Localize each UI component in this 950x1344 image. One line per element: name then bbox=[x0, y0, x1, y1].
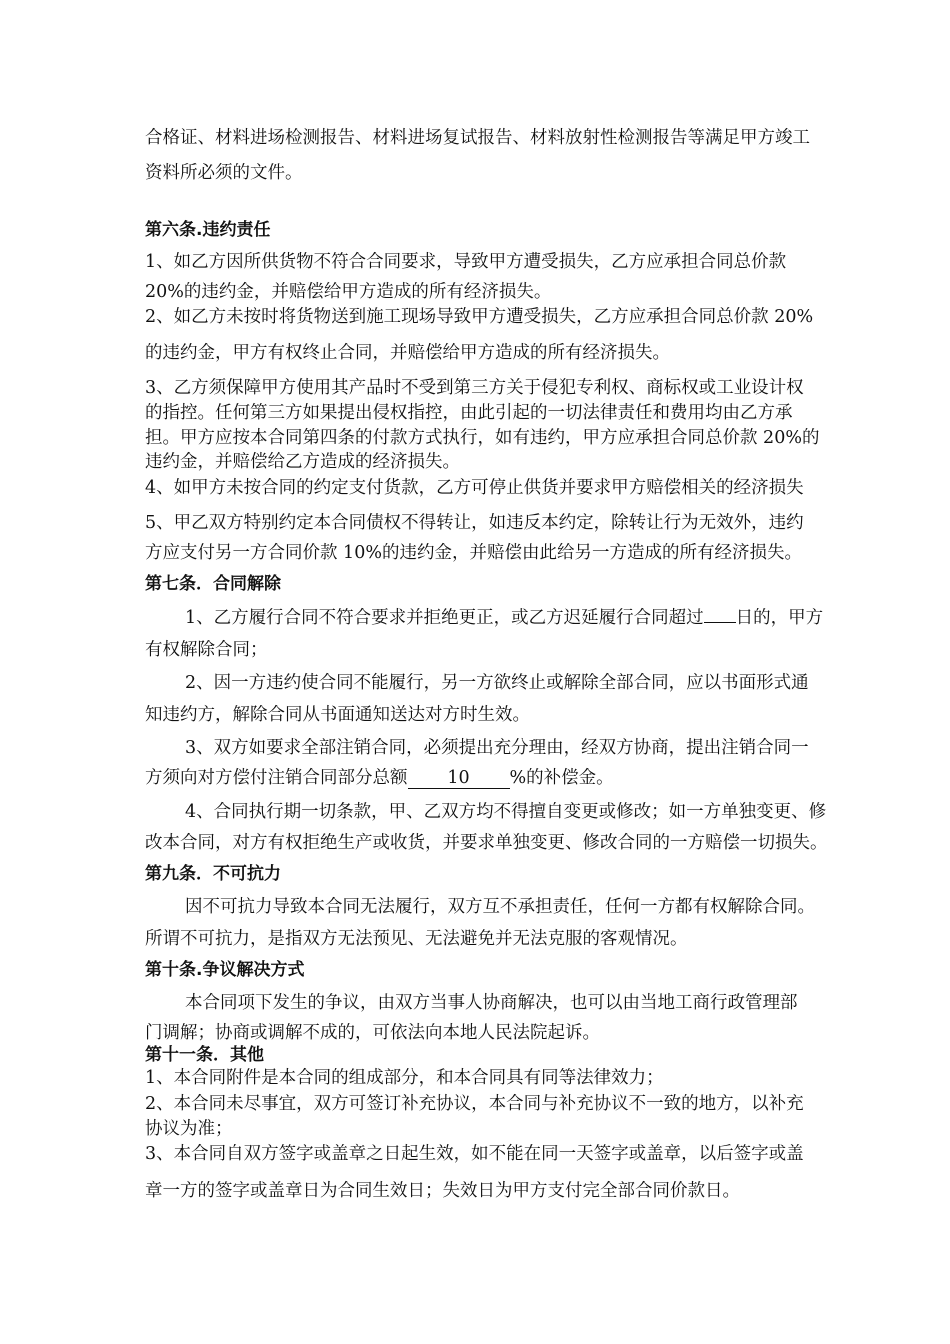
s7-clause-3-text-end: %的补偿金。 bbox=[509, 768, 614, 788]
s11-clause-3-line-1: 3、本合同自双方签字或盖章之日起生效，如不能在同一天签字或盖章，以后签字或盖 bbox=[145, 1144, 804, 1164]
section-11-heading: 第十一条．其他 bbox=[145, 1045, 264, 1065]
s6-clause-1-line-2: 20%的违约金，并赔偿给甲方造成的所有经济损失。 bbox=[145, 282, 552, 302]
s6-clause-3-line-4: 违约金，并赔偿给乙方造成的经济损失。 bbox=[145, 452, 460, 472]
s7-clause-2-line-2: 知违约方，解除合同从书面通知送达对方时生效。 bbox=[145, 705, 530, 725]
s6-clause-4: 4、如甲方未按合同的约定支付货款，乙方可停止供货并要求甲方赔偿相关的经济损失 bbox=[145, 478, 804, 498]
s11-clause-3-line-2: 章一方的签字或盖章日为合同生效日；失效日为甲方支付完全部合同价款日。 bbox=[145, 1181, 740, 1201]
s6-clause-2-line-2: 的违约金，甲方有权终止合同，并赔偿给甲方造成的所有经济损失。 bbox=[145, 343, 670, 363]
s6-clause-3-line-2: 的指控。任何第三方如果提出侵权指控，由此引起的一切法律责任和费用均由乙方承 bbox=[145, 403, 793, 423]
s7-clause-4-line-2: 改本合同，对方有权拒绝生产或收货，并要求单独变更、修改合同的一方赔偿一切损失。 bbox=[145, 833, 828, 853]
s11-clause-2-line-2: 协议为准； bbox=[145, 1119, 233, 1139]
intro-line-1: 合格证、材料进场检测报告、材料进场复试报告、材料放射性检测报告等满足甲方竣工 bbox=[145, 128, 810, 148]
s6-clause-5-line-2: 方应支付另一方合同价款 10%的违约金，并赔偿由此给另一方造成的所有经济损失。 bbox=[145, 543, 802, 563]
s10-paragraph-line-2: 门调解；协商或调解不成的，可依法向本地人民法院起诉。 bbox=[145, 1023, 600, 1043]
s10-paragraph-line-1: 本合同项下发生的争议，由双方当事人协商解决，也可以由当地工商行政管理部 bbox=[185, 993, 798, 1013]
s7-clause-3-line-1: 3、双方如要求全部注销合同，必须提出充分理由，经双方协商，提出注销合同一 bbox=[185, 738, 809, 758]
s7-clause-3-text: 方须向对方偿付注销合同部分总额 bbox=[145, 768, 408, 788]
s7-clause-2-line-1: 2、因一方违约使合同不能履行，另一方欲终止或解除全部合同，应以书面形式通 bbox=[185, 673, 809, 693]
s7-clause-4-line-1: 4、合同执行期一切条款，甲、乙双方均不得擅自变更或修改；如一方单独变更、修 bbox=[185, 802, 827, 822]
s6-clause-3-line-3: 担。甲方应按本合同第四条的付款方式执行，如有违约，甲方应承担合同总价款 20%的 bbox=[145, 428, 820, 448]
section-10-heading: 第十条.争议解决方式 bbox=[145, 960, 305, 980]
s9-paragraph-line-2: 所谓不可抗力，是指双方无法预见、无法避免并无法克服的客观情况。 bbox=[145, 929, 688, 949]
s7-clause-1-line-2: 有权解除合同； bbox=[145, 640, 268, 660]
s7-clause-3-line-2 bbox=[145, 766, 850, 790]
s6-clause-3-line-1: 3、乙方须保障甲方使用其产品时不受到第三方关于侵犯专利权、商标权或工业设计权 bbox=[145, 378, 804, 398]
section-7-heading: 第七条．合同解除 bbox=[145, 574, 281, 594]
s6-clause-5-line-1: 5、甲乙双方特别约定本合同债权不得转让，如违反本约定，除转让行为无效外，违约 bbox=[145, 513, 804, 533]
section-9-heading: 第九条．不可抗力 bbox=[145, 864, 281, 884]
s9-paragraph-line-1: 因不可抗力导致本合同无法履行，双方互不承担责任，任何一方都有权解除合同。 bbox=[185, 897, 815, 917]
s7-clause-1-text: 1、乙方履行合同不符合要求并拒绝更正，或乙方迟延履行合同超过 bbox=[185, 608, 704, 628]
s11-clause-1: 1、本合同附件是本合同的组成部分，和本合同具有同等法律效力； bbox=[145, 1068, 664, 1088]
s6-clause-2-line-1: 2、如乙方未按时将货物送到施工现场导致甲方遭受损失，乙方应承担合同总价款 20% bbox=[145, 307, 814, 327]
intro-line-2: 资料所必须的文件。 bbox=[145, 163, 303, 183]
section-6-heading: 第六条.违约责任 bbox=[145, 220, 271, 240]
s11-clause-2-line-1: 2、本合同未尽事宜，双方可签订补充协议，本合同与补充协议不一致的地方，以补充 bbox=[145, 1094, 804, 1114]
s7-clause-1-text-end: 日的，甲方 bbox=[735, 608, 824, 628]
s7-clause-1-line-1 bbox=[185, 606, 850, 630]
compensation-percent-blank: 10 bbox=[408, 768, 510, 789]
s6-clause-1-line-1: 1、如乙方因所供货物不符合合同要求，导致甲方遭受损失，乙方应承担合同总价款 bbox=[145, 252, 787, 272]
days-blank-field bbox=[704, 622, 736, 623]
